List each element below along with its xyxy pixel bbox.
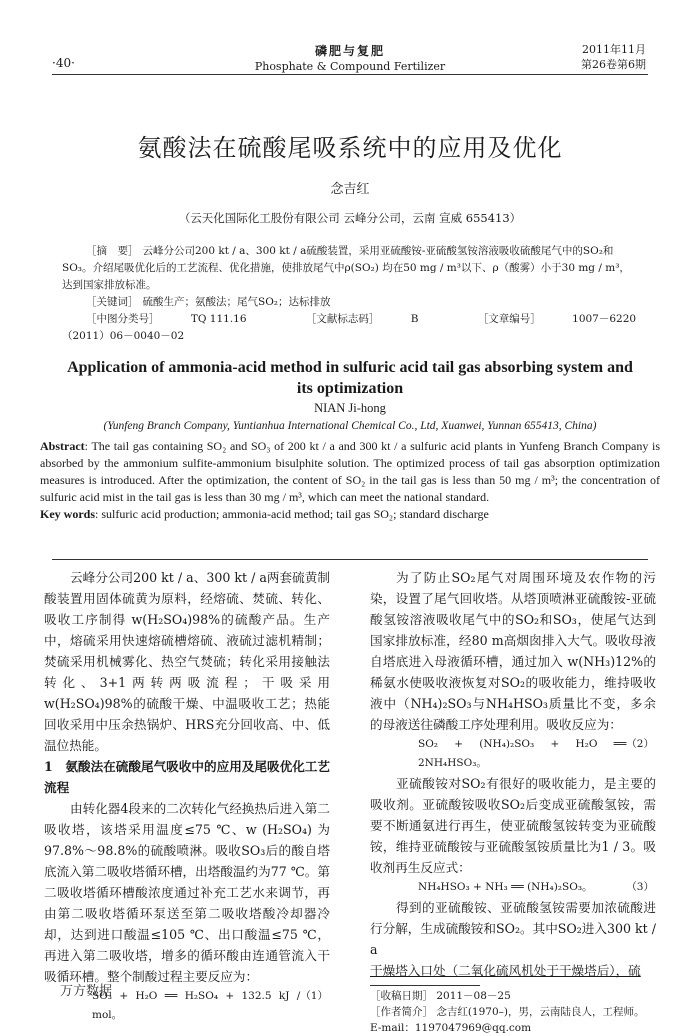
abstract-cn-line3: 达到国家排放标准。 <box>62 279 157 291</box>
classification-row <box>62 311 644 345</box>
equation-2 <box>370 735 656 773</box>
doc-label: ［文献标志码］ <box>305 313 380 325</box>
section-heading: 1 氨酸法在硫酸尾气吸收中的应用及尾吸优化工艺流程 <box>44 759 330 795</box>
abstract-en <box>40 438 660 523</box>
page-header <box>0 0 700 72</box>
body-paragraph: 由转化器4段来的二次转化气经换热后进入第二吸收塔，该塔采用温度≤75 ℃、w (H₂SO₄) 为97.8%～98.8%的硫酸喷淋。吸收SO₃后的酸自塔底流入第二吸收塔循环槽，出塔酸温约为77 ℃。第二吸收塔循环槽酸浓度通过补充工艺水来调节，再由第二吸收塔循环泵送至第二吸收塔酸冷却器冷却，达到进口酸温≤105 ℃、出口酸温≤75 ℃，再进入第二吸收塔，增多的循环酸由连通管流入干吸循环槽。整个制酸过程主要反应为： <box>44 801 330 984</box>
abstract-cn-line1: 云峰分公司200 kt / a、300 kt / a硫酸装置，采用亚硫酸铵-亚硫酸氢铵溶液吸收硫酸尾气中的SO₂和 <box>142 245 614 257</box>
doc-value: B <box>410 313 419 325</box>
equation-2-text: SO₂ + (NH₄)₂SO₃ + H₂O ══ 2NH₄HSO₃。 <box>418 738 627 769</box>
body-paragraph: 云峰分公司200 kt / a、300 kt / a两套硫黄制酸装置用固体硫黄为原料，经熔硫、焚硫、转化、吸收工序制得 w(H₂SO₄)98%的硫酸产品。生产中，熔硫采用快速熔硫槽熔硫、液硫过滤机精制；焚硫采用机械雾化、热空气焚硫；转化采用接触法转化、3+1两转两吸流程；干吸采用w(H₂SO₄)98%的硫酸干燥、中温吸收工艺；热能回收采用中压余热锅炉、HRS充分回收高、中、低温位热能。 <box>44 570 330 753</box>
body-paragraph: 得到的亚硫酸铵、亚硫酸氢铵需要加浓硫酸进行分解，生成硫酸铵和SO₂。其中SO₂进入300 kt / a <box>370 900 656 957</box>
title-en-line1: Application of ammonia-acid method in sulfuric acid tail gas absorbing system and <box>67 359 633 376</box>
equation-3-number: （3） <box>626 881 654 893</box>
abstract-en-text: : The tail gas containing SO₂ and SO₃ of 200 kt / a and 300 kt / a sulfuric acid plants in Yunfeng Branch Company is absorbed by the ammonium sulfite-ammonium bisulphite solution. The optimized process of tail gas absorption optimization measures is introduced. After the optimization, the content of SO₂ in the tail gas is less than 50 mg / m³; the concentration of sulfuric acid mist in the tail gas is less than 30 mg / m³, which can meet the national standard. <box>40 439 660 504</box>
footnote-email: E-mail：1197047969@qq.com <box>370 1022 532 1034</box>
issue-volume: 第26卷第6期 <box>581 58 646 71</box>
doc-code <box>306 313 447 325</box>
body-paragraph: 亚硫酸铵对SO₂有很好的吸收能力，是主要的吸收剂。亚硫酸铵吸收SO₂后变成亚硫酸氢铵，需要不断通氨进行再生，使亚硫酸氢铵转变为亚硫酸铵，维持亚硫酸铵与亚硫酸氢铵质量比为1 / 3。吸收剂再生反应式： <box>370 776 656 875</box>
footnote-received: ［收稿日期］ 2011－08－25 <box>370 990 511 1002</box>
body-column-left <box>44 567 330 1025</box>
equation-3 <box>370 878 656 897</box>
title-en-line2: its optimization <box>296 380 404 397</box>
keywords-cn-label: ［关键词］ <box>86 296 139 308</box>
issue-info <box>581 42 646 72</box>
keywords-cn <box>62 294 644 311</box>
equation-1-number: （1） <box>300 990 328 1002</box>
abstract-cn-label: ［摘 要］ <box>86 245 139 257</box>
abstract-en-label: Abstract <box>40 439 85 453</box>
affiliation-en: (Yunfeng Branch Company, Yuntianhua International Chemical Co., Ltd, Xuanwei, Yunnan 655413, China) <box>103 420 597 432</box>
watermark: 万方数据 <box>60 984 113 999</box>
title-en <box>40 357 660 399</box>
article-value: 1007－6220（2011）06－0040－02 <box>62 313 637 342</box>
abstract-rule <box>52 559 648 560</box>
clc-label: ［中图分类号］ <box>86 313 160 325</box>
footnote-author: ［作者简介］ 念吉红(1970–)，男，云南陆良人，工程师。 <box>370 1006 645 1018</box>
affiliation-cn: （云天化国际化工股份有限公司 云峰分公司，云南 宣威 655413） <box>178 211 522 225</box>
title-cn: 氨酸法在硫酸尾吸系统中的应用及优化 <box>137 134 563 162</box>
journal-name-en: Phosphate & Compound Fertilizer <box>254 60 446 73</box>
footnote-rule <box>370 985 480 986</box>
issue-date: 2011年11月 <box>582 43 646 56</box>
keywords-en-text: : sulfuric acid production; ammonia-acid method; tail gas SO₂; standard discharge <box>95 507 489 521</box>
body-paragraph-continued: 干燥塔入口处（二氧化硫风机处于干燥塔后），硫 <box>370 963 641 978</box>
article-label: ［文章编号］ <box>477 313 541 325</box>
abstract-cn <box>62 243 644 345</box>
body-paragraph: 为了防止SO₂尾气对周围环境及农作物的污染，设置了尾气回收塔。从塔顶喷淋亚硫酸铵-亚硫酸氢铵溶液吸收尾气中的SO₂和SO₃，使尾气达到国家排放标准，经80 m高烟囱排入大气。吸收母液自塔底进入母液循环槽，通过加入 w(NH₃)12%的稀氨水使吸收液恢复对SO₂的吸收能力，维持吸收液中（NH₄)₂SO₃与NH₄HSO₃质量比不变，多余的母液送往磷酸工序处理利用。吸收反应为： <box>370 570 656 732</box>
page-number: ·40· <box>52 56 75 70</box>
keywords-cn-text: 硫酸生产；氨酸法；尾气SO₂；达标排放 <box>142 296 331 308</box>
keywords-en-label: Key words <box>40 507 95 521</box>
body-column-right <box>370 567 656 1036</box>
clc-value: TQ 111.16 <box>190 313 247 325</box>
header-rule <box>52 74 648 75</box>
author-en: NIAN Ji-hong <box>314 401 386 415</box>
abstract-cn-line2: SO₃。介绍尾吸优化后的工艺流程、优化措施，使排放尾气中ρ(SO₂) 均在50 mg / m³以下、ρ（酸雾）小于30 mg / m³， <box>62 262 630 274</box>
clc-code <box>86 313 275 325</box>
equation-2-number: （2） <box>626 738 654 750</box>
equation-3-text: NH₄HSO₃ + NH₃ ══ (NH₄)₂SO₃。 <box>418 881 593 893</box>
journal-name-cn: 磷肥与复肥 <box>314 44 385 58</box>
author-cn: 念吉红 <box>330 182 370 197</box>
equation-1-text: SO₃ + H₂O ══ H₂SO₄ + 132.5 kJ / mol。 <box>92 990 301 1021</box>
